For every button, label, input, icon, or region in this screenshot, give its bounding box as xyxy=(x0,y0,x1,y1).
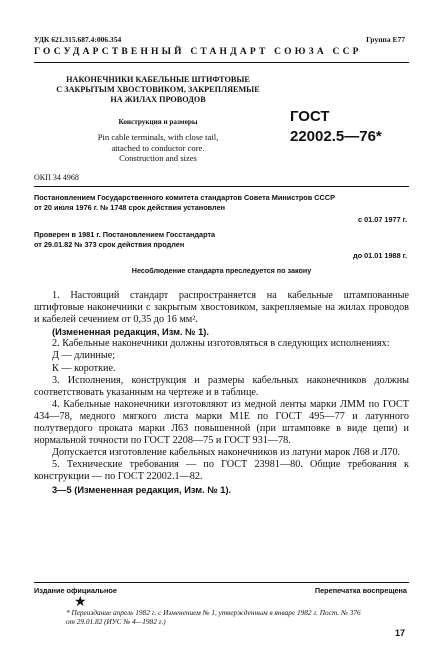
gost-designation xyxy=(290,107,410,147)
title-ru xyxy=(34,75,282,105)
clause-1-amendment: (Измененная редакция, Изм. № 1). xyxy=(52,327,209,338)
reprint-prohibited: Перепечатка воспрещена xyxy=(314,586,407,595)
middle-divider xyxy=(34,186,409,187)
page-number: 17 xyxy=(394,628,405,638)
clause-2-option-d: Д — длинные; xyxy=(52,350,116,362)
decree-2-line-2: от 29.01.82 № 373 срок действия продлен xyxy=(34,240,185,249)
okp-code: ОКП 34 4968 xyxy=(34,173,79,182)
top-divider xyxy=(34,62,409,63)
title-ru-line: НАКОНЕЧНИКИ КАБЕЛЬНЫЕ ШТИФТОВЫЕ xyxy=(66,75,250,84)
title-en-line: Construction and sizes xyxy=(119,153,197,163)
clause-4: 4. Кабельные наконечники изготовляют из медной ленты марки ЛММ по ГОСТ 434—78, медного мягкого листа марки М1Е по ГОСТ 495—77 и латунного полутвердого проката марки Л63 повышенной (при штамповке в виде цепи) и нормальной точности по ГОСТ 2208—75 и ГОСТ 931—78. xyxy=(34,398,409,447)
title-en-line: Pin cable terminals, with close tail, xyxy=(97,132,219,142)
title-en-line: attached to conductor core. xyxy=(111,142,205,153)
udk-code: УДК 621.315.687.4:006.354 xyxy=(34,35,122,44)
clause-5: 5. Технические требования — по ГОСТ 23981—80. Общие требования к конструкции — по ГОСТ 22002.1—82. xyxy=(34,459,409,483)
decree-2 xyxy=(34,230,215,250)
clause-1: 1. Настоящий стандарт распространяется на кабельные штампованные штифтовые наконечники с закрытым хвостовиком, закрепляемые на жилах проводов и кабелей сечением от 0,35 до 16 мм². xyxy=(34,290,409,326)
extended-date: до 01.01 1988 г. xyxy=(353,251,407,260)
title-ru-line: С ЗАКРЫТЫМ ХВОСТОВИКОМ, ЗАКРЕПЛЯЕМЫЕ xyxy=(56,85,260,94)
reprint-footnote: * Переиздание апрель 1982 г. с Изменением № 1, утвержденным в январе 1982 г. Пост. № 376 от 29.01.82 (ИУС № 4—1982 г.) xyxy=(66,608,361,626)
clause-4-note: Допускается изготовление кабельных наконечников из латуни марок Л68 и Л70. xyxy=(52,447,401,459)
title-ru-line: НА ЖИЛАХ ПРОВОДОВ xyxy=(110,95,206,104)
clause-2: 2. Кабельные наконечники должны изготовляться в следующих исполнениях: xyxy=(52,338,390,350)
bottom-divider xyxy=(34,582,409,583)
state-standard-heading: ГОСУДАРСТВЕННЫЙ СТАНДАРТ СОЮЗА ССР xyxy=(34,47,362,57)
decree-2-line-1: Проверен в 1981 г. Постановлением Госстандарта xyxy=(34,230,216,239)
clauses-3-5-amendment: 3—5 (Измененная редакция, Изм. № 1). xyxy=(52,484,232,495)
legal-warning: Несоблюдение стандарта преследуется по закону xyxy=(131,266,312,275)
effective-date: с 01.07 1977 г. xyxy=(358,215,407,224)
official-edition: Издание официальное xyxy=(34,586,117,595)
group-code: Группа Е77 xyxy=(366,35,405,44)
decree-1-line-1: Постановлением Государственного комитета стандартов Совета Министров СССР xyxy=(34,193,335,202)
decree-1-line-2: от 20 июля 1976 г. № 1748 срок действия установлен xyxy=(34,203,226,212)
standard-body xyxy=(34,290,409,496)
star-icon: ★ xyxy=(74,595,87,610)
gost-number: 22002.5—76* xyxy=(290,128,382,145)
gost-label: ГОСТ xyxy=(290,108,330,125)
clause-3: 3. Исполнения, конструкция и размеры кабельных наконечников должны соответствовать указанным на чертеже и в таблице. xyxy=(34,374,409,398)
clause-2-option-k: К — короткие. xyxy=(52,362,116,374)
decree-1 xyxy=(34,193,335,213)
title-en xyxy=(34,132,282,164)
subtitle-ru: Конструкция и размеры xyxy=(118,118,198,126)
